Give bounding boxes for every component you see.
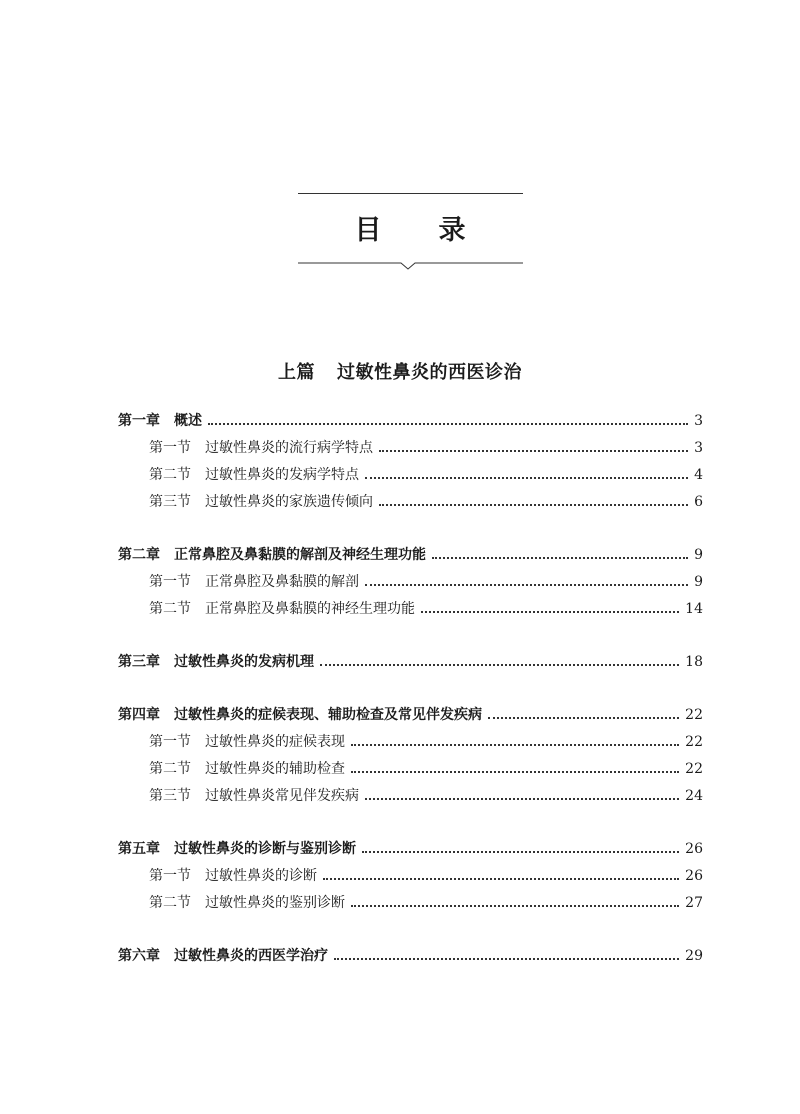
toc-entry-number: 第二章 [118, 547, 160, 563]
title-top-rule [298, 193, 523, 194]
toc-spacer [118, 917, 703, 943]
toc-entry-page: 14 [685, 601, 703, 617]
toc-leader-dots [432, 557, 688, 559]
toc-section-entry[interactable] [118, 435, 703, 462]
toc-section-entry[interactable] [118, 729, 703, 756]
toc-entry-page: 29 [685, 948, 703, 964]
toc-spacer [118, 676, 703, 702]
toc-chapter-entry[interactable] [118, 542, 703, 569]
toc-entry-page: 18 [685, 654, 703, 670]
toc-spacer [118, 810, 703, 836]
toc-entry-page: 26 [685, 868, 703, 884]
toc-entry-number: 第三章 [118, 654, 160, 670]
toc-entry-page: 26 [685, 841, 703, 857]
toc-section-entry[interactable] [118, 863, 703, 890]
toc-leader-dots [208, 423, 688, 425]
toc-leader-dots [365, 798, 679, 800]
toc-entry-title: 正常鼻腔及鼻黏膜的解剖及神经生理功能 [174, 547, 426, 563]
toc-entry-number: 第六章 [118, 948, 160, 964]
toc-leader-dots [488, 717, 679, 719]
toc-entry-title: 过敏性鼻炎的症候表现、辅助检查及常见伴发疾病 [174, 707, 482, 723]
toc-entry-title: 正常鼻腔及鼻黏膜的神经生理功能 [205, 601, 415, 617]
toc-leader-dots [421, 611, 679, 613]
toc-entry-title: 正常鼻腔及鼻黏膜的解剖 [205, 574, 359, 590]
toc-entry-number: 第一节 [149, 734, 191, 750]
toc-leader-dots [365, 477, 688, 479]
toc-entry-number: 第一节 [149, 440, 191, 456]
toc-entry-number: 第一节 [149, 574, 191, 590]
toc-spacer [118, 516, 703, 542]
toc-leader-dots [365, 584, 688, 586]
toc-section-entry[interactable] [118, 756, 703, 783]
toc-leader-dots [334, 958, 679, 960]
toc-chapter-entry[interactable] [118, 649, 703, 676]
toc-entry-page: 27 [685, 895, 703, 911]
toc-entry-page: 22 [685, 707, 703, 723]
toc-entry-number: 第二节 [149, 601, 191, 617]
toc-entry-number: 第五章 [118, 841, 160, 857]
toc-entry-number: 第四章 [118, 707, 160, 723]
toc-entry-page: 24 [685, 788, 703, 804]
toc-entry-number: 第三节 [149, 788, 191, 804]
toc-entry-page: 3 [694, 440, 703, 456]
toc-entry-title: 过敏性鼻炎的辅助检查 [205, 761, 345, 777]
toc-leader-dots [351, 744, 679, 746]
toc-entry-page: 6 [694, 494, 703, 510]
part-title: 过敏性鼻炎的西医诊治 [337, 362, 522, 383]
page-title-left: 目 [354, 215, 383, 246]
toc-entry-title: 过敏性鼻炎的诊断与鉴别诊断 [174, 841, 356, 857]
toc-section-entry[interactable] [118, 783, 703, 810]
page-title [298, 208, 523, 247]
title-bottom-rule [298, 262, 523, 272]
toc-entry-number: 第一章 [118, 413, 160, 429]
toc-leader-dots [362, 851, 679, 853]
toc-chapter-entry[interactable] [118, 943, 703, 970]
toc-entry-title: 过敏性鼻炎的家族遗传倾向 [205, 494, 373, 510]
toc-leader-dots [379, 504, 688, 506]
toc-section-entry[interactable] [118, 569, 703, 596]
toc-entry-title: 过敏性鼻炎的诊断 [205, 868, 317, 884]
toc-leader-dots [351, 905, 679, 907]
toc-entry-title: 过敏性鼻炎的流行病学特点 [205, 440, 373, 456]
toc-entry-page: 3 [694, 413, 703, 429]
page-title-right: 录 [438, 215, 467, 246]
toc-entry-page: 4 [694, 467, 703, 483]
toc-entry-page: 22 [685, 761, 703, 777]
toc-entry-title: 过敏性鼻炎的发病学特点 [205, 467, 359, 483]
toc-leader-dots [320, 664, 679, 666]
part-label: 上篇 [278, 362, 315, 383]
toc-leader-dots [351, 771, 679, 773]
toc-entry-page: 9 [694, 574, 703, 590]
toc-chapter-entry[interactable] [118, 836, 703, 863]
toc-entry-title: 概述 [174, 413, 202, 429]
part-heading [0, 358, 800, 384]
toc-section-entry[interactable] [118, 489, 703, 516]
toc-entry-number: 第二节 [149, 895, 191, 911]
toc-entry-title: 过敏性鼻炎的西医学治疗 [174, 948, 328, 964]
toc-entry-page: 22 [685, 734, 703, 750]
toc-spacer [118, 623, 703, 649]
toc-chapter-entry[interactable] [118, 408, 703, 435]
toc-entry-number: 第二节 [149, 467, 191, 483]
toc-section-entry[interactable] [118, 890, 703, 917]
table-of-contents [118, 408, 703, 970]
toc-entry-title: 过敏性鼻炎常见伴发疾病 [205, 788, 359, 804]
toc-chapter-entry[interactable] [118, 702, 703, 729]
toc-leader-dots [379, 450, 688, 452]
toc-section-entry[interactable] [118, 462, 703, 489]
toc-entry-title: 过敏性鼻炎的发病机理 [174, 654, 314, 670]
toc-section-entry[interactable] [118, 596, 703, 623]
toc-entry-number: 第一节 [149, 868, 191, 884]
toc-leader-dots [323, 878, 679, 880]
toc-entry-number: 第三节 [149, 494, 191, 510]
toc-entry-page: 9 [694, 547, 703, 563]
toc-entry-title: 过敏性鼻炎的症候表现 [205, 734, 345, 750]
toc-entry-number: 第二节 [149, 761, 191, 777]
toc-entry-title: 过敏性鼻炎的鉴别诊断 [205, 895, 345, 911]
